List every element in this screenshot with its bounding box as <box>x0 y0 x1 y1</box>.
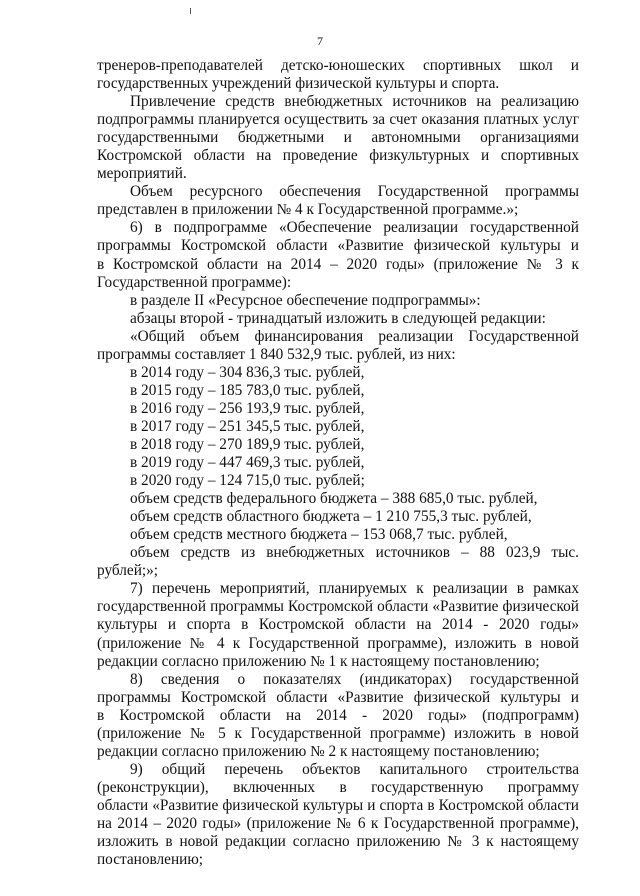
text-line: тренеров-преподавателей детско-юношеских спортивных школ и <box>97 57 579 74</box>
text-line: 9) общий перечень объектов капитального строительства <box>130 760 579 778</box>
text-line: (приложение № 4 к Государственной программе), изложить в новой <box>97 634 579 652</box>
scan-artifact <box>190 8 191 14</box>
text-line: мероприятий. <box>97 165 187 183</box>
text-line: государственной программы Костромской области «Развитие физической <box>97 598 579 616</box>
list-item: объем средств областного бюджета – 1 210 755,3 тыс. рублей, <box>130 508 532 526</box>
text-line: (приложение № 5 к Государственной программе) изложить в новой <box>97 724 579 742</box>
text-line: программы Костромской области «Развитие физической культуры и <box>97 237 579 255</box>
list-item: в 2017 году – 251 345,5 тыс. рублей, <box>130 417 365 435</box>
text-line: государственных учреждений физической культуры и спорта. <box>97 75 500 93</box>
text-line: рублей;»; <box>97 562 159 580</box>
text-line: в Костромской области на 2014 - 2020 годы» (подпрограмм) <box>97 706 579 724</box>
list-item: объем средств федерального бюджета – 388 685,0 тыс. рублей, <box>130 490 538 508</box>
text-line: области «Развитие физической культуры и спорта в Костромской области <box>97 796 579 814</box>
list-item: в 2014 году – 304 836,3 тыс. рублей, <box>130 363 365 381</box>
text-line: (реконструкции), включенных в государственную программу <box>97 778 579 796</box>
text-line: Объем ресурсного обеспечения Государственной программы <box>130 183 579 201</box>
text-line: абзацы второй - тринадцатый изложить в следующей редакции: <box>130 309 546 327</box>
text-line: 7) перечень мероприятий, планируемых к реализации в рамках <box>130 580 579 598</box>
text-line: объем средств из внебюджетных источников – 88 023,9 тыс. <box>130 544 579 562</box>
list-item: в 2018 году – 270 189,9 тыс. рублей, <box>130 435 365 453</box>
text-line: государственными бюджетными и автономными организациями <box>97 129 579 147</box>
text-line: программы составляет 1 840 532,9 тыс. рублей, из них: <box>97 345 456 363</box>
text-line: на 2014 – 2020 годы» (приложение № 6 к Государственной программе), <box>97 814 579 832</box>
body-text <box>97 57 579 869</box>
text-line: программы Костромской области «Развитие физической культуры и <box>97 688 579 706</box>
text-line: культуры и спорта в Костромской области на 2014 - 2020 годы» <box>97 616 579 634</box>
text-line: в разделе II «Ресурсное обеспечение подпрограммы»: <box>130 291 481 309</box>
text-line: подпрограммы планируется осуществить за счет оказания платных услуг <box>97 111 579 129</box>
text-line: Костромской области на проведение физкультурных и спортивных <box>97 147 579 165</box>
text-line: редакции согласно приложению № 2 к настоящему постановлению; <box>97 742 540 760</box>
page-number: 7 <box>317 34 323 48</box>
text-line: «Общий объем финансирования реализации Государственной <box>130 327 579 345</box>
list-item: в 2020 году – 124 715,0 тыс. рублей; <box>130 472 365 490</box>
text-line: 8) сведения о показателях (индикаторах) государственной <box>130 670 579 688</box>
list-item: в 2015 году – 185 783,0 тыс. рублей, <box>130 381 365 399</box>
text-line: 6) в подпрограмме «Обеспечение реализации государственной <box>130 219 579 237</box>
text-line: постановлению; <box>97 851 203 869</box>
text-line: изложить в новой редакции согласно приложению № 3 к настоящему <box>97 833 579 851</box>
list-item: в 2016 году – 256 193,9 тыс. рублей, <box>130 399 365 417</box>
text-line: Государственной программе): <box>97 273 292 291</box>
list-item: объем средств местного бюджета – 153 068,7 тыс. рублей, <box>130 526 508 544</box>
text-line: в Костромской области на 2014 – 2020 годы» (приложение № 3 к <box>97 255 579 273</box>
list-item: в 2019 году – 447 469,3 тыс. рублей, <box>130 454 365 472</box>
text-line: Привлечение средств внебюджетных источников на реализацию <box>130 93 579 111</box>
text-line: редакции согласно приложению № 1 к настоящему постановлению; <box>97 652 540 670</box>
text-line: представлен в приложении № 4 к Государственной программе.»; <box>97 201 519 219</box>
